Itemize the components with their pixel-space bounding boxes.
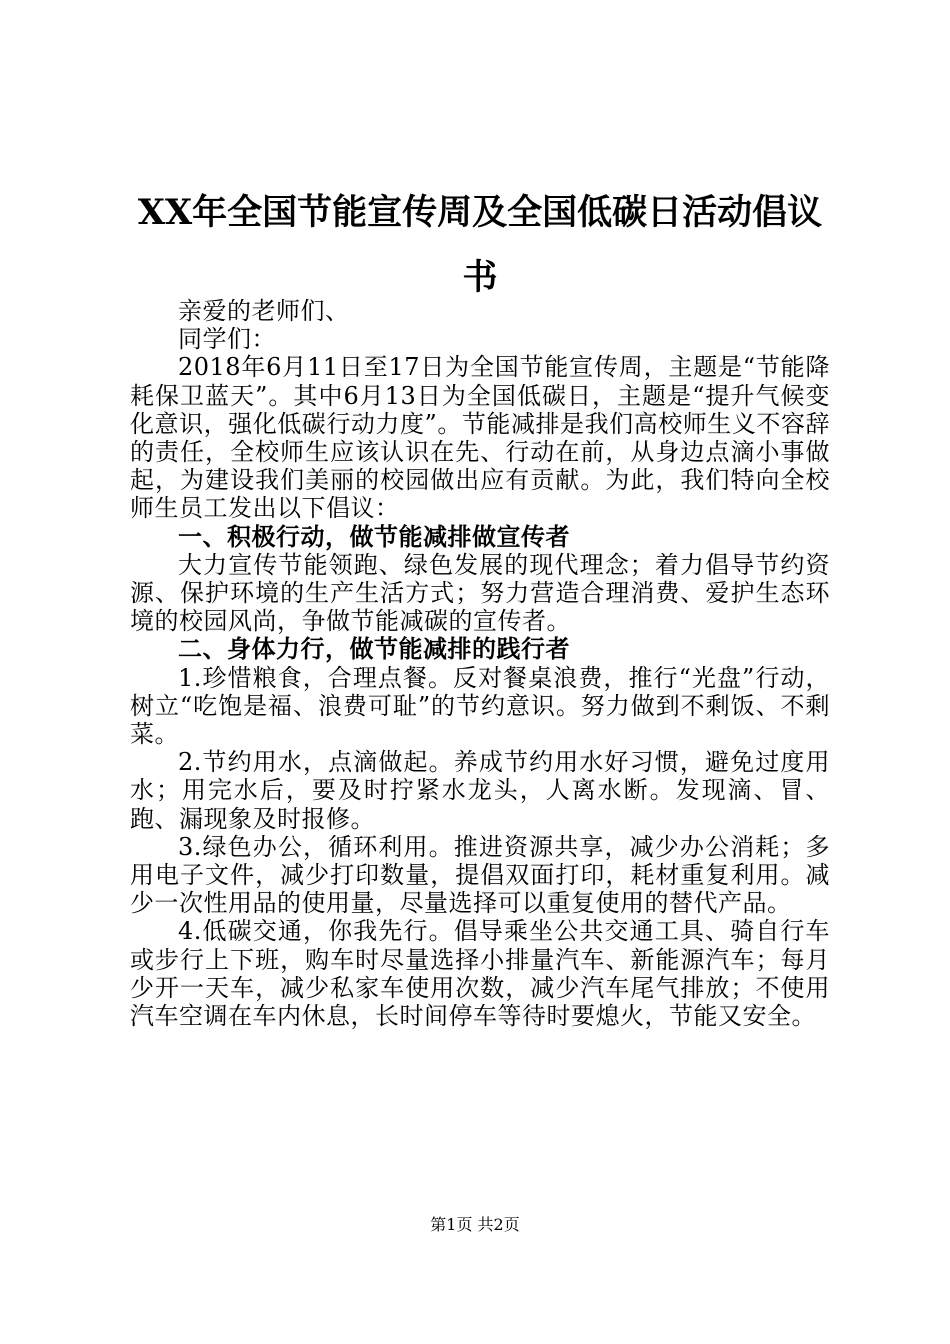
page-title xyxy=(130,180,830,310)
section-heading-2: 二、身体力行，做节能减排的践行者 xyxy=(178,634,570,664)
list-item-3: 3.绿色办公，循环利用。推进资源共享，减少办公消耗；多用电子文件，减少打印数量，提倡双面打印，耗材重复利用。减少一次性用品的使用量，尽量选择可以重复使用的替代产品。 xyxy=(130,832,830,918)
list-item-4: 4.低碳交通，你我先行。倡导乘坐公共交通工具、骑自行车或步行上下班，购车时尽量选择小排量汽车、新能源汽车；每月少开一天车，减少私家车使用次数，减少汽车尾气排放；不使用汽车空调在车内休息，长时间停车等待时要熄火，节能又安全。 xyxy=(130,917,830,1031)
salutation-line-2: 同学们： xyxy=(178,325,276,354)
salutation-line-1: 亲爱的老师们、 xyxy=(178,297,350,325)
page-footer: 第1页 共2页 xyxy=(430,1215,520,1234)
intro-paragraph: 2018年6月11日至17日为全国节能宣传周，主题是“节能降耗保卫蓝天”。其中6月13日为全国低碳日，主题是“提升气候变化意识，强化低碳行动力度”。节能减排是我们高校师生义不容辞的责任，全校师生应该认识在先、行动在前，从身边点滴小事做起，为建设我们美丽的校园做出应有贡献。为此，我们特向全校师生员工发出以下倡议： xyxy=(130,353,830,523)
title-line-2: 书 xyxy=(462,257,498,298)
title-line-1: XX年全国节能宣传周及全国低碳日活动倡议 xyxy=(137,192,823,233)
section-heading-1: 一、积极行动，做节能减排做宣传者 xyxy=(178,521,570,551)
list-item-2: 2.节约用水，点滴做起。养成节约用水好习惯，避免过度用水；用完水后，要及时拧紧水龙头，人离水断。发现滴、冒、跑、漏现象及时报修。 xyxy=(130,748,830,833)
document-body xyxy=(130,297,830,1030)
section-1-paragraph: 大力宣传节能领跑、绿色发展的现代理念；着力倡导节约资源、保护环境的生产生活方式；努力营造合理消费、爱护生态环境的校园风尚，争做节能减碳的宣传者。 xyxy=(130,550,830,636)
list-item-1: 1.珍惜粮食，合理点餐。反对餐桌浪费，推行“光盘”行动，树立“吃饱是福、浪费可耻”的节约意识。努力做到不剩饭、不剩菜。 xyxy=(130,663,830,749)
